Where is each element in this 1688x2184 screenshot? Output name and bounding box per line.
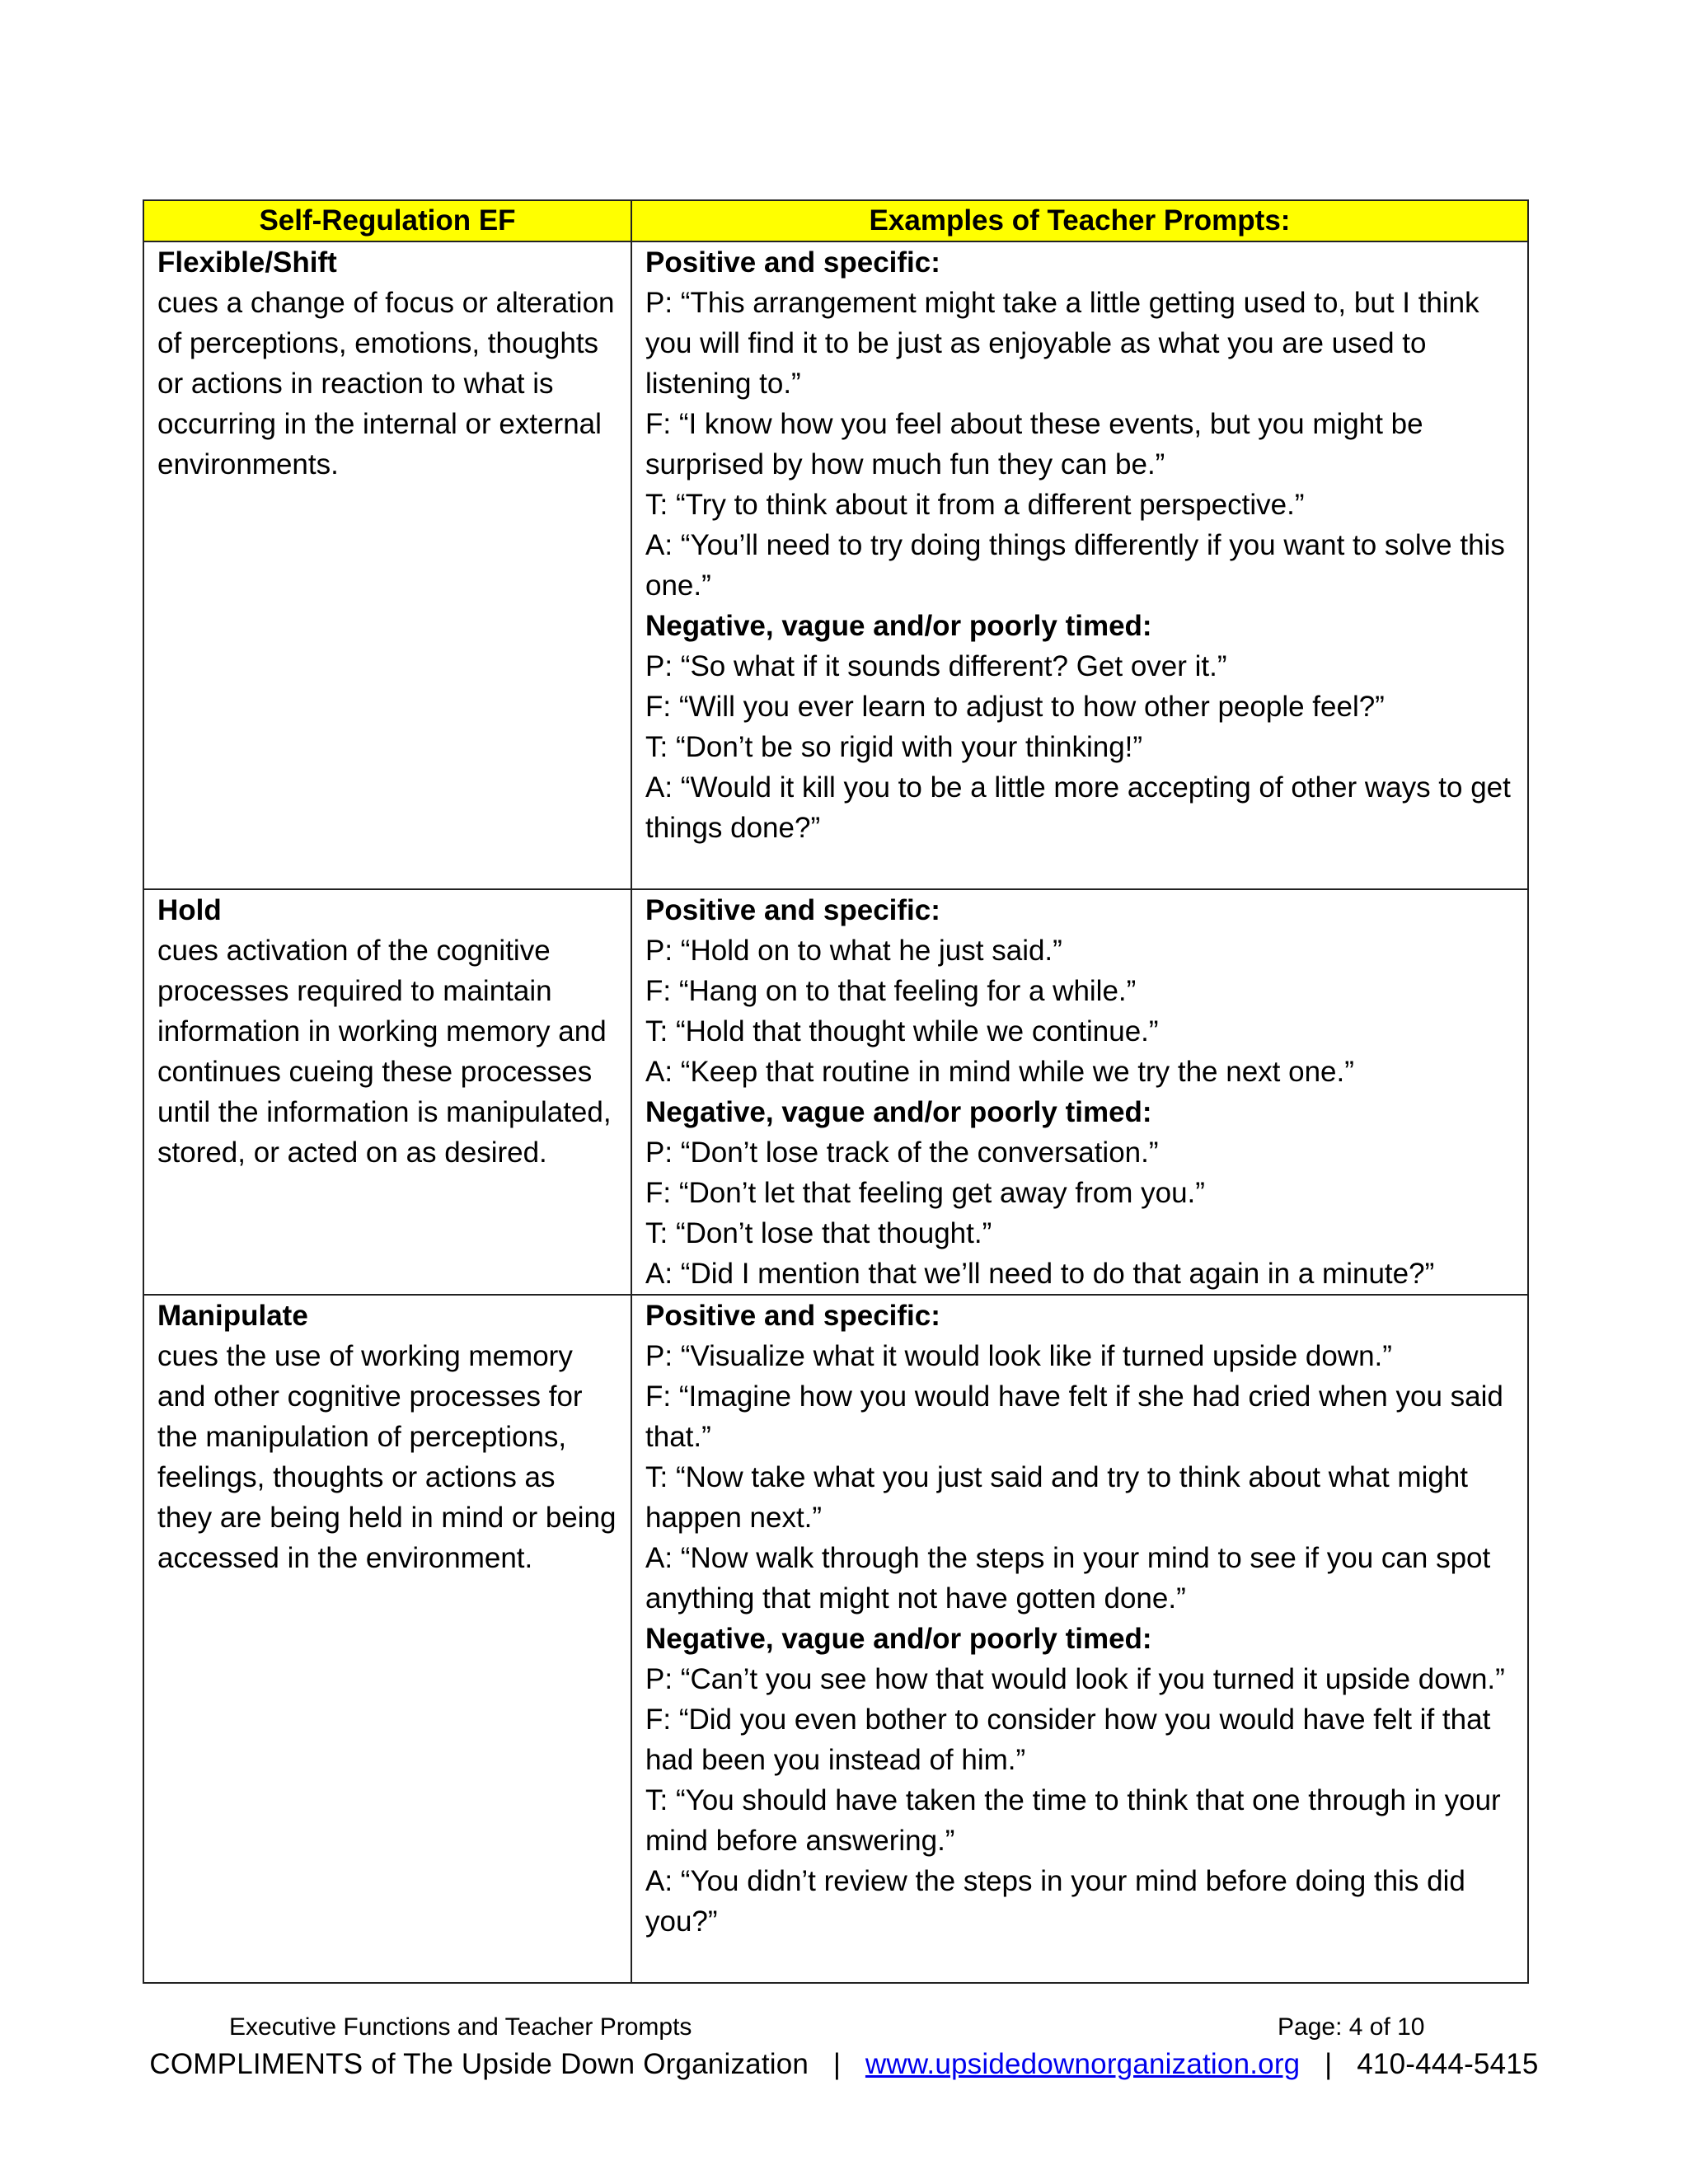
ef-name: Hold: [157, 894, 222, 926]
positive-prompt: P: “Visualize what it would look like if turned upside down.”: [645, 1340, 1392, 1372]
website-link[interactable]: www.upsidedownorganization.org: [865, 2048, 1301, 2080]
positive-prompt: P: “Hold on to what he just said.”: [645, 935, 1062, 967]
table-row: [143, 889, 1528, 1295]
negative-prompt: P: “Can’t you see how that would look if you turned it upside down.”: [645, 1663, 1505, 1695]
footer-document-title: Executive Functions and Teacher Prompts: [229, 2013, 692, 2041]
positive-prompt: F: “Hang on to that feeling for a while.”: [645, 975, 1137, 1007]
positive-prompt: P: “This arrangement might take a little getting used to, but I think you will find it to be just as enjoyable as what you are used to listening to.”: [645, 287, 1479, 400]
negative-prompt: T: “Don’t lose that thought.”: [645, 1217, 992, 1249]
footer-separator: |: [816, 2048, 857, 2080]
positive-prompt: A: “You’ll need to try doing things differently if you want to solve this one.”: [645, 529, 1505, 602]
negative-prompt: F: “Don’t let that feeling get away from you.”: [645, 1177, 1205, 1209]
footer-compliments-line: [0, 2048, 1688, 2081]
ef-description: cues a change of focus or alteration of perceptions, emotions, thoughts or actions in reaction to what is occurring in the internal or external environments.: [157, 287, 615, 480]
negative-prompt: T: “You should have taken the time to think that one through in your mind before answering.”: [645, 1784, 1501, 1857]
positive-prompt: T: “Try to think about it from a different perspective.”: [645, 489, 1305, 521]
header-teacher-prompts: Examples of Teacher Prompts:: [631, 200, 1528, 241]
footer-separator: |: [1308, 2048, 1349, 2080]
positive-heading: Positive and specific:: [645, 246, 940, 279]
positive-prompt: T: “Now take what you just said and try to think about what might happen next.”: [645, 1461, 1468, 1534]
table-header-row: [143, 200, 1528, 241]
ef-cell: [143, 1295, 631, 1983]
ef-description: cues the use of working memory and other cognitive processes for the manipulation of perceptions, feelings, thoughts or actions as they are being held in mind or being accessed in the environment.: [157, 1340, 617, 1574]
header-self-regulation-ef: Self-Regulation EF: [143, 200, 631, 241]
negative-prompt: A: “Did I mention that we’ll need to do that again in a minute?”: [645, 1258, 1435, 1290]
negative-heading: Negative, vague and/or poorly timed:: [645, 1096, 1152, 1128]
prompts-cell: [631, 889, 1528, 1295]
prompts-cell: [631, 241, 1528, 889]
footer-page-number: Page: 4 of 10: [1278, 2013, 1425, 2041]
positive-heading: Positive and specific:: [645, 1300, 940, 1332]
negative-prompt: F: “Did you even bother to consider how you would have felt if that had been you instead of him.”: [645, 1704, 1491, 1776]
footer-phone: 410-444-5415: [1357, 2048, 1539, 2080]
negative-prompt: A: “You didn’t review the steps in your mind before doing this did you?”: [645, 1865, 1465, 1938]
ef-description: cues activation of the cognitive processes required to maintain information in working memory and continues cueing these processes until the information is manipulated, stored, or acted on as desired.: [157, 935, 612, 1169]
ef-name: Flexible/Shift: [157, 246, 337, 279]
positive-prompt: F: “Imagine how you would have felt if she had cried when you said that.”: [645, 1380, 1503, 1453]
footer-compliments: COMPLIMENTS of The Upside Down Organization: [149, 2048, 809, 2080]
negative-prompt: F: “Will you ever learn to adjust to how other people feel?”: [645, 691, 1385, 723]
negative-prompt: P: “Don’t lose track of the conversation.”: [645, 1137, 1159, 1169]
ef-name: Manipulate: [157, 1300, 308, 1332]
positive-prompt: A: “Keep that routine in mind while we try the next one.”: [645, 1056, 1354, 1088]
positive-heading: Positive and specific:: [645, 894, 940, 926]
negative-prompt: T: “Don’t be so rigid with your thinking!”: [645, 731, 1143, 763]
ef-prompts-table: [143, 199, 1529, 1984]
negative-prompt: P: “So what if it sounds different? Get over it.”: [645, 650, 1227, 682]
table-row: [143, 241, 1528, 889]
positive-prompt: A: “Now walk through the steps in your mind to see if you can spot anything that might not have gotten done.”: [645, 1542, 1491, 1615]
ef-cell: [143, 241, 631, 889]
negative-heading: Negative, vague and/or poorly timed:: [645, 610, 1152, 642]
prompts-cell: [631, 1295, 1528, 1983]
positive-prompt: T: “Hold that thought while we continue.”: [645, 1015, 1159, 1047]
negative-prompt: A: “Would it kill you to be a little more accepting of other ways to get things done?”: [645, 771, 1511, 844]
table-row: [143, 1295, 1528, 1983]
negative-heading: Negative, vague and/or poorly timed:: [645, 1623, 1152, 1655]
positive-prompt: F: “I know how you feel about these events, but you might be surprised by how much fun they can be.”: [645, 408, 1423, 480]
ef-cell: [143, 889, 631, 1295]
